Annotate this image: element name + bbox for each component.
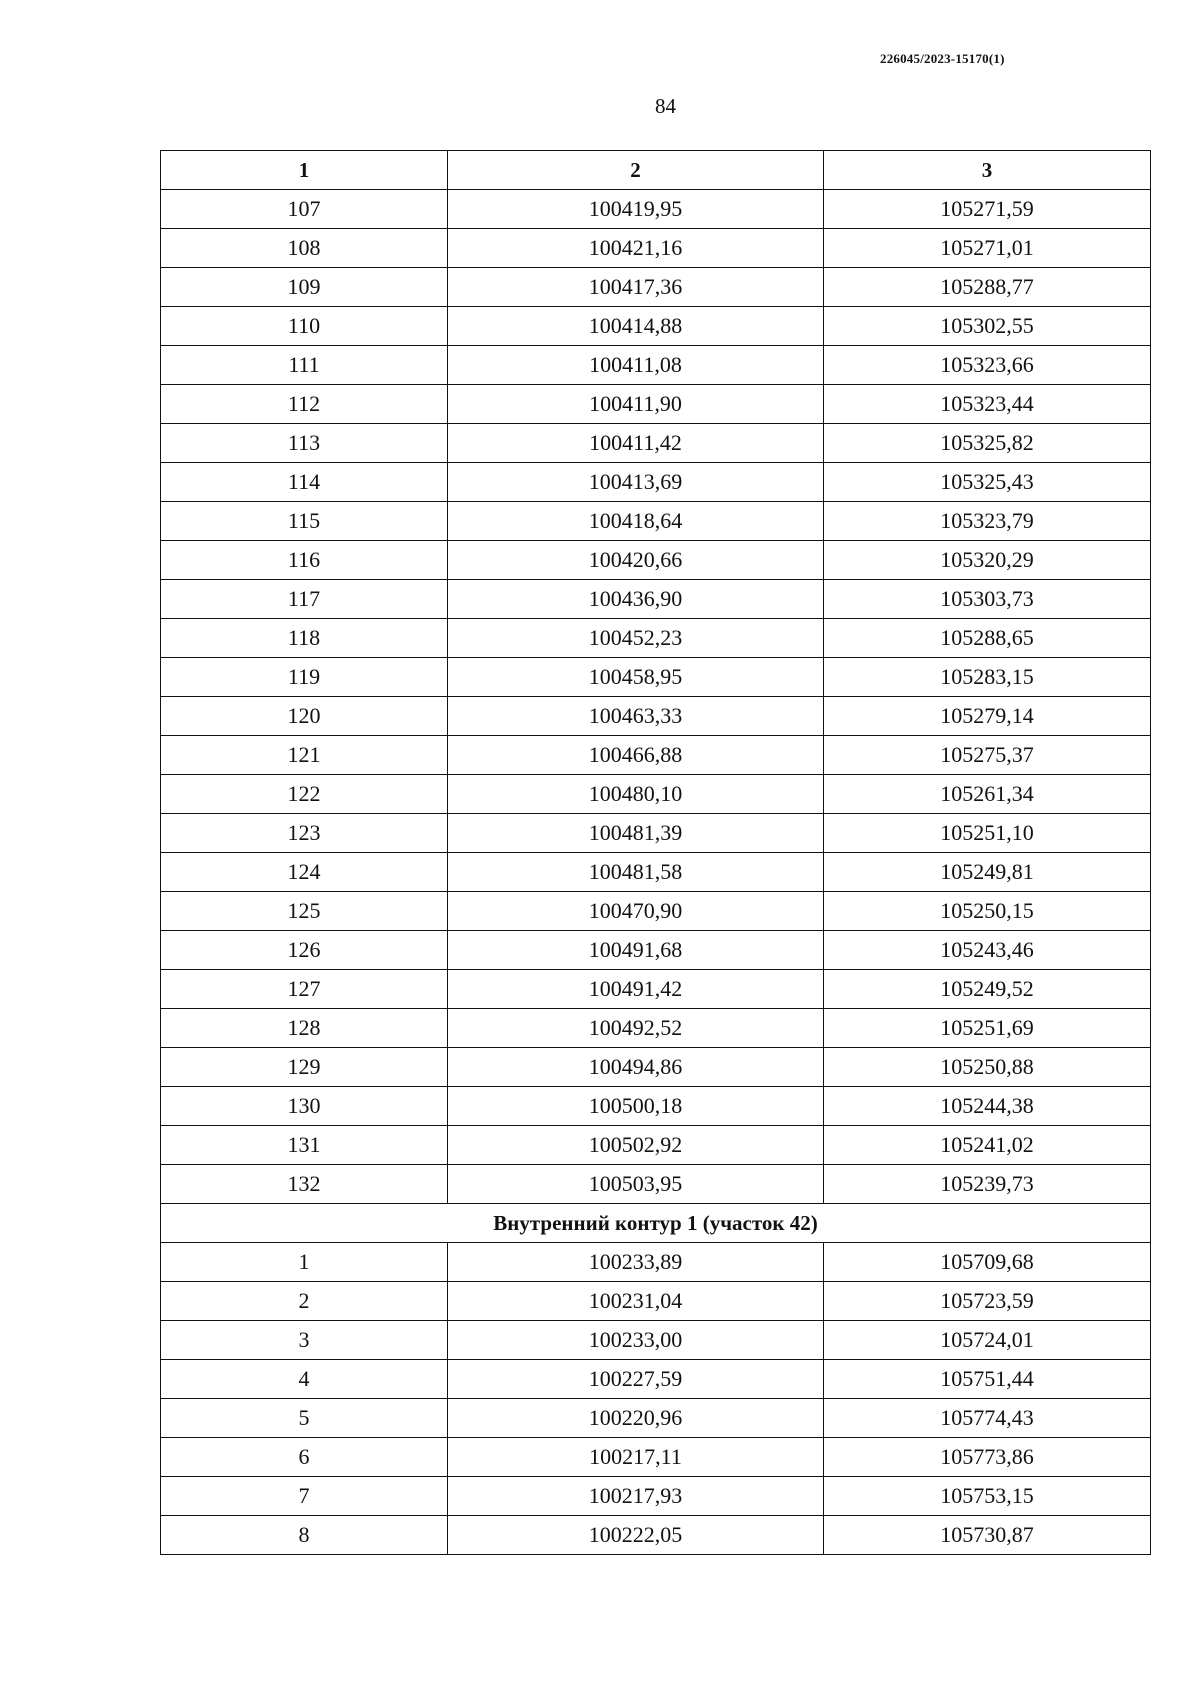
table-row <box>161 697 1151 736</box>
table-row <box>161 1009 1151 1048</box>
table-cell-col3: 105774,43 <box>824 1399 1151 1438</box>
table-cell-col3: 105302,55 <box>824 307 1151 346</box>
table-cell-col2: 100500,18 <box>448 1087 824 1126</box>
section-table-row <box>161 1516 1151 1555</box>
table-cell-col2: 100222,05 <box>448 1516 824 1555</box>
table-cell-col2: 100420,66 <box>448 541 824 580</box>
table-cell-col1: 129 <box>161 1048 448 1087</box>
table-cell-col3: 105239,73 <box>824 1165 1151 1204</box>
table-row <box>161 502 1151 541</box>
table-cell-col1: 3 <box>161 1321 448 1360</box>
table-cell-col3: 105249,52 <box>824 970 1151 1009</box>
table-cell-col3: 105320,29 <box>824 541 1151 580</box>
section-table-row <box>161 1282 1151 1321</box>
table-cell-col2: 100227,59 <box>448 1360 824 1399</box>
table-cell-col2: 100494,86 <box>448 1048 824 1087</box>
section-table-row <box>161 1243 1151 1282</box>
section-title-row <box>161 1204 1151 1243</box>
table-cell-col3: 105250,15 <box>824 892 1151 931</box>
table-cell-col1: 1 <box>161 1243 448 1282</box>
table-row <box>161 1165 1151 1204</box>
table-cell-col3: 105241,02 <box>824 1126 1151 1165</box>
table-cell-col2: 100481,58 <box>448 853 824 892</box>
table-cell-col3: 105288,77 <box>824 268 1151 307</box>
table-cell-col1: 108 <box>161 229 448 268</box>
table-header-row <box>161 151 1151 190</box>
table-cell-col2: 100413,69 <box>448 463 824 502</box>
table-cell-col3: 105251,69 <box>824 1009 1151 1048</box>
table-cell-col3: 105730,87 <box>824 1516 1151 1555</box>
table-cell-col3: 105275,37 <box>824 736 1151 775</box>
table-row <box>161 346 1151 385</box>
table-cell-col3: 105325,43 <box>824 463 1151 502</box>
column-header-2: 2 <box>448 151 824 190</box>
table-cell-col2: 100217,93 <box>448 1477 824 1516</box>
table-row <box>161 931 1151 970</box>
table-cell-col3: 105323,79 <box>824 502 1151 541</box>
table-cell-col3: 105251,10 <box>824 814 1151 853</box>
table-row <box>161 541 1151 580</box>
table-cell-col1: 126 <box>161 931 448 970</box>
table-cell-col3: 105709,68 <box>824 1243 1151 1282</box>
table-row <box>161 658 1151 697</box>
table-row <box>161 229 1151 268</box>
table-body <box>161 190 1151 1204</box>
table-cell-col3: 105261,34 <box>824 775 1151 814</box>
table-cell-col2: 100231,04 <box>448 1282 824 1321</box>
table-row <box>161 736 1151 775</box>
section-header <box>161 1204 1151 1243</box>
table-cell-col1: 128 <box>161 1009 448 1048</box>
table-cell-col3: 105243,46 <box>824 931 1151 970</box>
table-cell-col2: 100503,95 <box>448 1165 824 1204</box>
section-body <box>161 1243 1151 1555</box>
table-cell-col1: 116 <box>161 541 448 580</box>
table-cell-col3: 105323,66 <box>824 346 1151 385</box>
table-cell-col2: 100480,10 <box>448 775 824 814</box>
table-cell-col2: 100436,90 <box>448 580 824 619</box>
table-cell-col2: 100463,33 <box>448 697 824 736</box>
table-cell-col3: 105249,81 <box>824 853 1151 892</box>
table-cell-col2: 100452,23 <box>448 619 824 658</box>
section-title: Внутренний контур 1 (участок 42) <box>161 1204 1151 1243</box>
coordinates-table <box>160 150 1151 1555</box>
table-cell-col2: 100470,90 <box>448 892 824 931</box>
table-row <box>161 970 1151 1009</box>
table-cell-col1: 121 <box>161 736 448 775</box>
table-cell-col1: 124 <box>161 853 448 892</box>
table-cell-col3: 105279,14 <box>824 697 1151 736</box>
table-cell-col1: 115 <box>161 502 448 541</box>
table-row <box>161 190 1151 229</box>
table-cell-col2: 100411,42 <box>448 424 824 463</box>
table-cell-col1: 118 <box>161 619 448 658</box>
table-cell-col1: 113 <box>161 424 448 463</box>
table-row <box>161 775 1151 814</box>
table-cell-col1: 123 <box>161 814 448 853</box>
table-cell-col1: 5 <box>161 1399 448 1438</box>
table-cell-col3: 105244,38 <box>824 1087 1151 1126</box>
table-cell-col1: 111 <box>161 346 448 385</box>
table-cell-col1: 125 <box>161 892 448 931</box>
table-cell-col3: 105303,73 <box>824 580 1151 619</box>
table-cell-col1: 131 <box>161 1126 448 1165</box>
table-cell-col3: 105723,59 <box>824 1282 1151 1321</box>
table-cell-col1: 117 <box>161 580 448 619</box>
table-row <box>161 1048 1151 1087</box>
table-cell-col1: 130 <box>161 1087 448 1126</box>
table-cell-col2: 100411,08 <box>448 346 824 385</box>
table-cell-col1: 2 <box>161 1282 448 1321</box>
table-cell-col2: 100411,90 <box>448 385 824 424</box>
table-cell-col2: 100502,92 <box>448 1126 824 1165</box>
table-row <box>161 814 1151 853</box>
table-cell-col2: 100419,95 <box>448 190 824 229</box>
table-cell-col2: 100421,16 <box>448 229 824 268</box>
column-header-3: 3 <box>824 151 1151 190</box>
table-cell-col2: 100220,96 <box>448 1399 824 1438</box>
table-cell-col3: 105271,59 <box>824 190 1151 229</box>
table-row <box>161 1126 1151 1165</box>
section-table-row <box>161 1438 1151 1477</box>
table-cell-col3: 105288,65 <box>824 619 1151 658</box>
document-id: 226045/2023-15170(1) <box>880 51 1005 66</box>
table-row <box>161 268 1151 307</box>
table-row <box>161 463 1151 502</box>
section-table-row <box>161 1477 1151 1516</box>
table-row <box>161 1087 1151 1126</box>
table-cell-col2: 100491,42 <box>448 970 824 1009</box>
table-cell-col1: 127 <box>161 970 448 1009</box>
table-row <box>161 385 1151 424</box>
table-cell-col2: 100492,52 <box>448 1009 824 1048</box>
table-cell-col1: 8 <box>161 1516 448 1555</box>
table-cell-col3: 105271,01 <box>824 229 1151 268</box>
table-cell-col1: 132 <box>161 1165 448 1204</box>
table-cell-col2: 100417,36 <box>448 268 824 307</box>
table-cell-col2: 100233,89 <box>448 1243 824 1282</box>
table-cell-col2: 100458,95 <box>448 658 824 697</box>
table-cell-col1: 122 <box>161 775 448 814</box>
table-row <box>161 853 1151 892</box>
table-cell-col3: 105724,01 <box>824 1321 1151 1360</box>
table-cell-col2: 100481,39 <box>448 814 824 853</box>
table-cell-col3: 105283,15 <box>824 658 1151 697</box>
table-cell-col1: 6 <box>161 1438 448 1477</box>
table-row <box>161 619 1151 658</box>
table-row <box>161 424 1151 463</box>
table-cell-col1: 119 <box>161 658 448 697</box>
page-number: 84 <box>655 94 676 118</box>
section-table-row <box>161 1321 1151 1360</box>
table-cell-col1: 107 <box>161 190 448 229</box>
table-row <box>161 307 1151 346</box>
table-cell-col2: 100233,00 <box>448 1321 824 1360</box>
table-cell-col2: 100491,68 <box>448 931 824 970</box>
table-cell-col3: 105323,44 <box>824 385 1151 424</box>
table-cell-col2: 100217,11 <box>448 1438 824 1477</box>
table-cell-col3: 105250,88 <box>824 1048 1151 1087</box>
section-table-row <box>161 1399 1151 1438</box>
table-cell-col3: 105773,86 <box>824 1438 1151 1477</box>
table-cell-col3: 105753,15 <box>824 1477 1151 1516</box>
table-cell-col1: 4 <box>161 1360 448 1399</box>
table-row <box>161 580 1151 619</box>
table-cell-col2: 100418,64 <box>448 502 824 541</box>
table-cell-col3: 105325,82 <box>824 424 1151 463</box>
table-cell-col2: 100414,88 <box>448 307 824 346</box>
table-row <box>161 892 1151 931</box>
table-cell-col2: 100466,88 <box>448 736 824 775</box>
column-header-1: 1 <box>161 151 448 190</box>
table-cell-col1: 114 <box>161 463 448 502</box>
table-cell-col1: 110 <box>161 307 448 346</box>
table-cell-col3: 105751,44 <box>824 1360 1151 1399</box>
table-cell-col1: 7 <box>161 1477 448 1516</box>
table-cell-col1: 109 <box>161 268 448 307</box>
section-table-row <box>161 1360 1151 1399</box>
table-cell-col1: 112 <box>161 385 448 424</box>
table-cell-col1: 120 <box>161 697 448 736</box>
